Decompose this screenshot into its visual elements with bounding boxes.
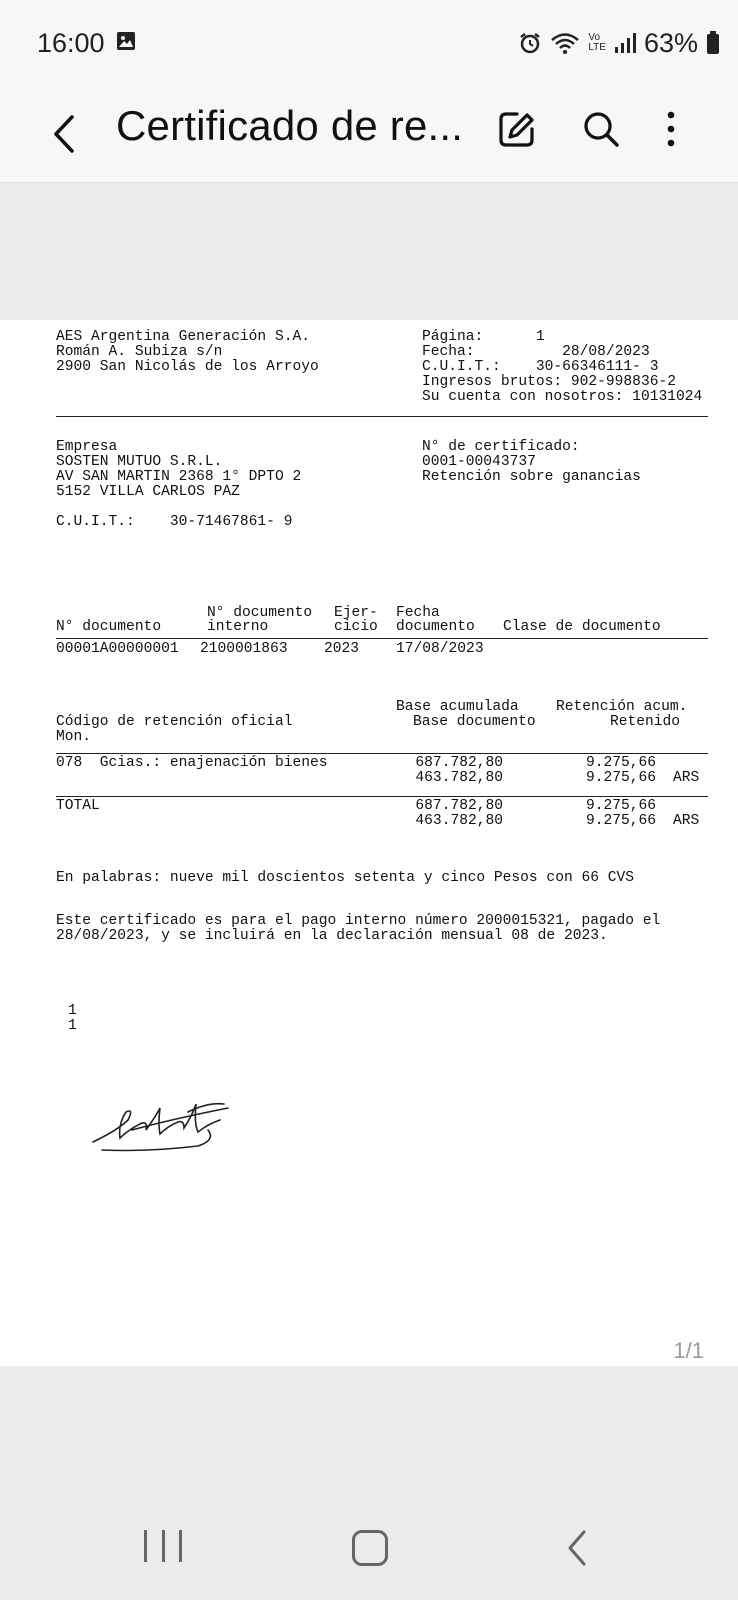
ret-header-mon: Mon.: [56, 729, 92, 745]
doc-header-nro: N° documento: [56, 619, 162, 635]
certificado-number: 0001-00043737: [422, 454, 536, 470]
recent-apps-button[interactable]: [144, 1530, 182, 1570]
status-time: 16:00: [37, 28, 105, 58]
volte-label: Vo: [588, 32, 601, 43]
more-icon: [666, 109, 676, 149]
ret-row-ret-acum: 9.275,66: [585, 755, 656, 771]
issuer-line-2: Román A. Subiza s/n: [56, 344, 223, 360]
certificado-type: Retención sobre ganancias: [422, 469, 641, 485]
ret-row-retenido: 9.275,66: [585, 770, 656, 786]
divider: [56, 638, 708, 639]
wifi-icon: [550, 31, 580, 55]
en-palabras: En palabras: nueve mil doscientos setenta y cinco Pesos con 66 CVS: [56, 870, 635, 886]
ret-row-base-doc: 463.782,80: [415, 770, 503, 786]
divider: [56, 416, 708, 417]
empresa-name: SOSTEN MUTUO S.R.L.: [56, 454, 223, 470]
ret-header-ret-acum: Retención acum.: [556, 699, 688, 715]
meta-cuit: C.U.I.T.: 30-66346111- 3: [422, 359, 659, 375]
divider: [56, 753, 708, 754]
divider: [56, 796, 708, 797]
ret-row-codigo: 078 Gcias.: enajenación bienes: [56, 755, 328, 771]
edit-button[interactable]: [494, 104, 540, 154]
footer-number-2: 1: [68, 1018, 77, 1034]
meta-pagina: Página: 1: [422, 329, 545, 345]
doc-header-ejercicio-2: cicio: [334, 619, 378, 635]
nota-line-2: 28/08/2023, y se incluirá en la declaración mensual 08 de 2023.: [56, 928, 608, 944]
page-indicator: 1/1: [673, 1338, 704, 1363]
gallery-icon: [116, 31, 136, 51]
recent-apps-icon: [144, 1530, 147, 1562]
edit-icon: [497, 109, 537, 149]
battery-percent: 63%: [643, 27, 698, 58]
total-base-doc: 463.782,80: [415, 813, 503, 829]
document-page[interactable]: [0, 320, 738, 1366]
certificado-label: N° de certificado:: [422, 439, 580, 455]
page-title: Certificado de re...: [116, 102, 464, 149]
status-bar: [0, 0, 738, 88]
doc-row-nro: 00001A00000001: [56, 641, 179, 657]
signal-icon: [614, 32, 636, 54]
ret-header-codigo: Código de retención oficial: [56, 714, 293, 730]
empresa-address: AV SAN MARTIN 2368 1° DPTO 2: [56, 469, 302, 485]
total-label: TOTAL: [56, 798, 100, 814]
total-base-acum: 687.782,80: [415, 798, 503, 814]
meta-fecha: Fecha: 28/08/2023: [422, 344, 650, 360]
issuer-line-3: 2900 San Nicolás de los Arroyo: [56, 359, 319, 375]
empresa-label: Empresa: [56, 439, 118, 455]
more-options-button[interactable]: [655, 104, 687, 154]
ret-row-moneda: ARS: [673, 770, 700, 786]
doc-header-clase: Clase de documento: [503, 619, 661, 635]
nota-line-1: Este certificado es para el pago interno número 2000015321, pagado el: [56, 913, 661, 929]
total-retenido: 9.275,66: [585, 813, 656, 829]
back-nav-icon[interactable]: [562, 1528, 592, 1568]
app-bar: [0, 88, 738, 183]
search-icon: [581, 109, 621, 149]
navigation-bar: [0, 1470, 738, 1600]
doc-header-fecha-1: Fecha: [396, 605, 440, 621]
alarm-icon: [518, 31, 542, 55]
doc-header-ejercicio-1: Ejer-: [334, 605, 378, 621]
ret-row-base-acum: 687.782,80: [415, 755, 503, 771]
signature-image: [88, 1090, 238, 1160]
back-button[interactable]: [44, 106, 84, 162]
doc-row-interno: 2100001863: [200, 641, 288, 657]
recent-apps-icon: [162, 1530, 165, 1562]
total-moneda: ARS: [673, 813, 700, 829]
volte-icon: [588, 33, 606, 53]
empresa-cuit: C.U.I.T.: 30-71467861- 9: [56, 514, 293, 530]
doc-row-ejercicio: 2023: [324, 641, 360, 657]
meta-ingresos: Ingresos brutos: 902-998836-2: [422, 374, 676, 390]
total-ret-acum: 9.275,66: [585, 798, 656, 814]
doc-row-fecha: 17/08/2023: [396, 641, 484, 657]
status-icons: [518, 26, 720, 60]
recent-apps-icon: [179, 1530, 182, 1562]
doc-header-interno-2: interno: [207, 619, 269, 635]
lte-label: LTE: [588, 42, 606, 53]
issuer-line-1: AES Argentina Generación S.A.: [56, 329, 310, 345]
search-button[interactable]: [578, 104, 624, 154]
home-button[interactable]: [352, 1530, 388, 1566]
ret-header-base-acum: Base acumulada: [396, 699, 519, 715]
back-icon: [50, 114, 78, 154]
battery-icon: [706, 31, 720, 55]
ret-header-retenido: Retenido: [610, 714, 681, 730]
ret-header-base-doc: Base documento: [413, 714, 536, 730]
doc-header-fecha-2: documento: [396, 619, 475, 635]
doc-header-interno-1: N° documento: [207, 605, 313, 621]
meta-cuenta: Su cuenta con nosotros: 10131024: [422, 389, 703, 405]
footer-number-1: 1: [68, 1003, 77, 1019]
empresa-city: 5152 VILLA CARLOS PAZ: [56, 484, 240, 500]
